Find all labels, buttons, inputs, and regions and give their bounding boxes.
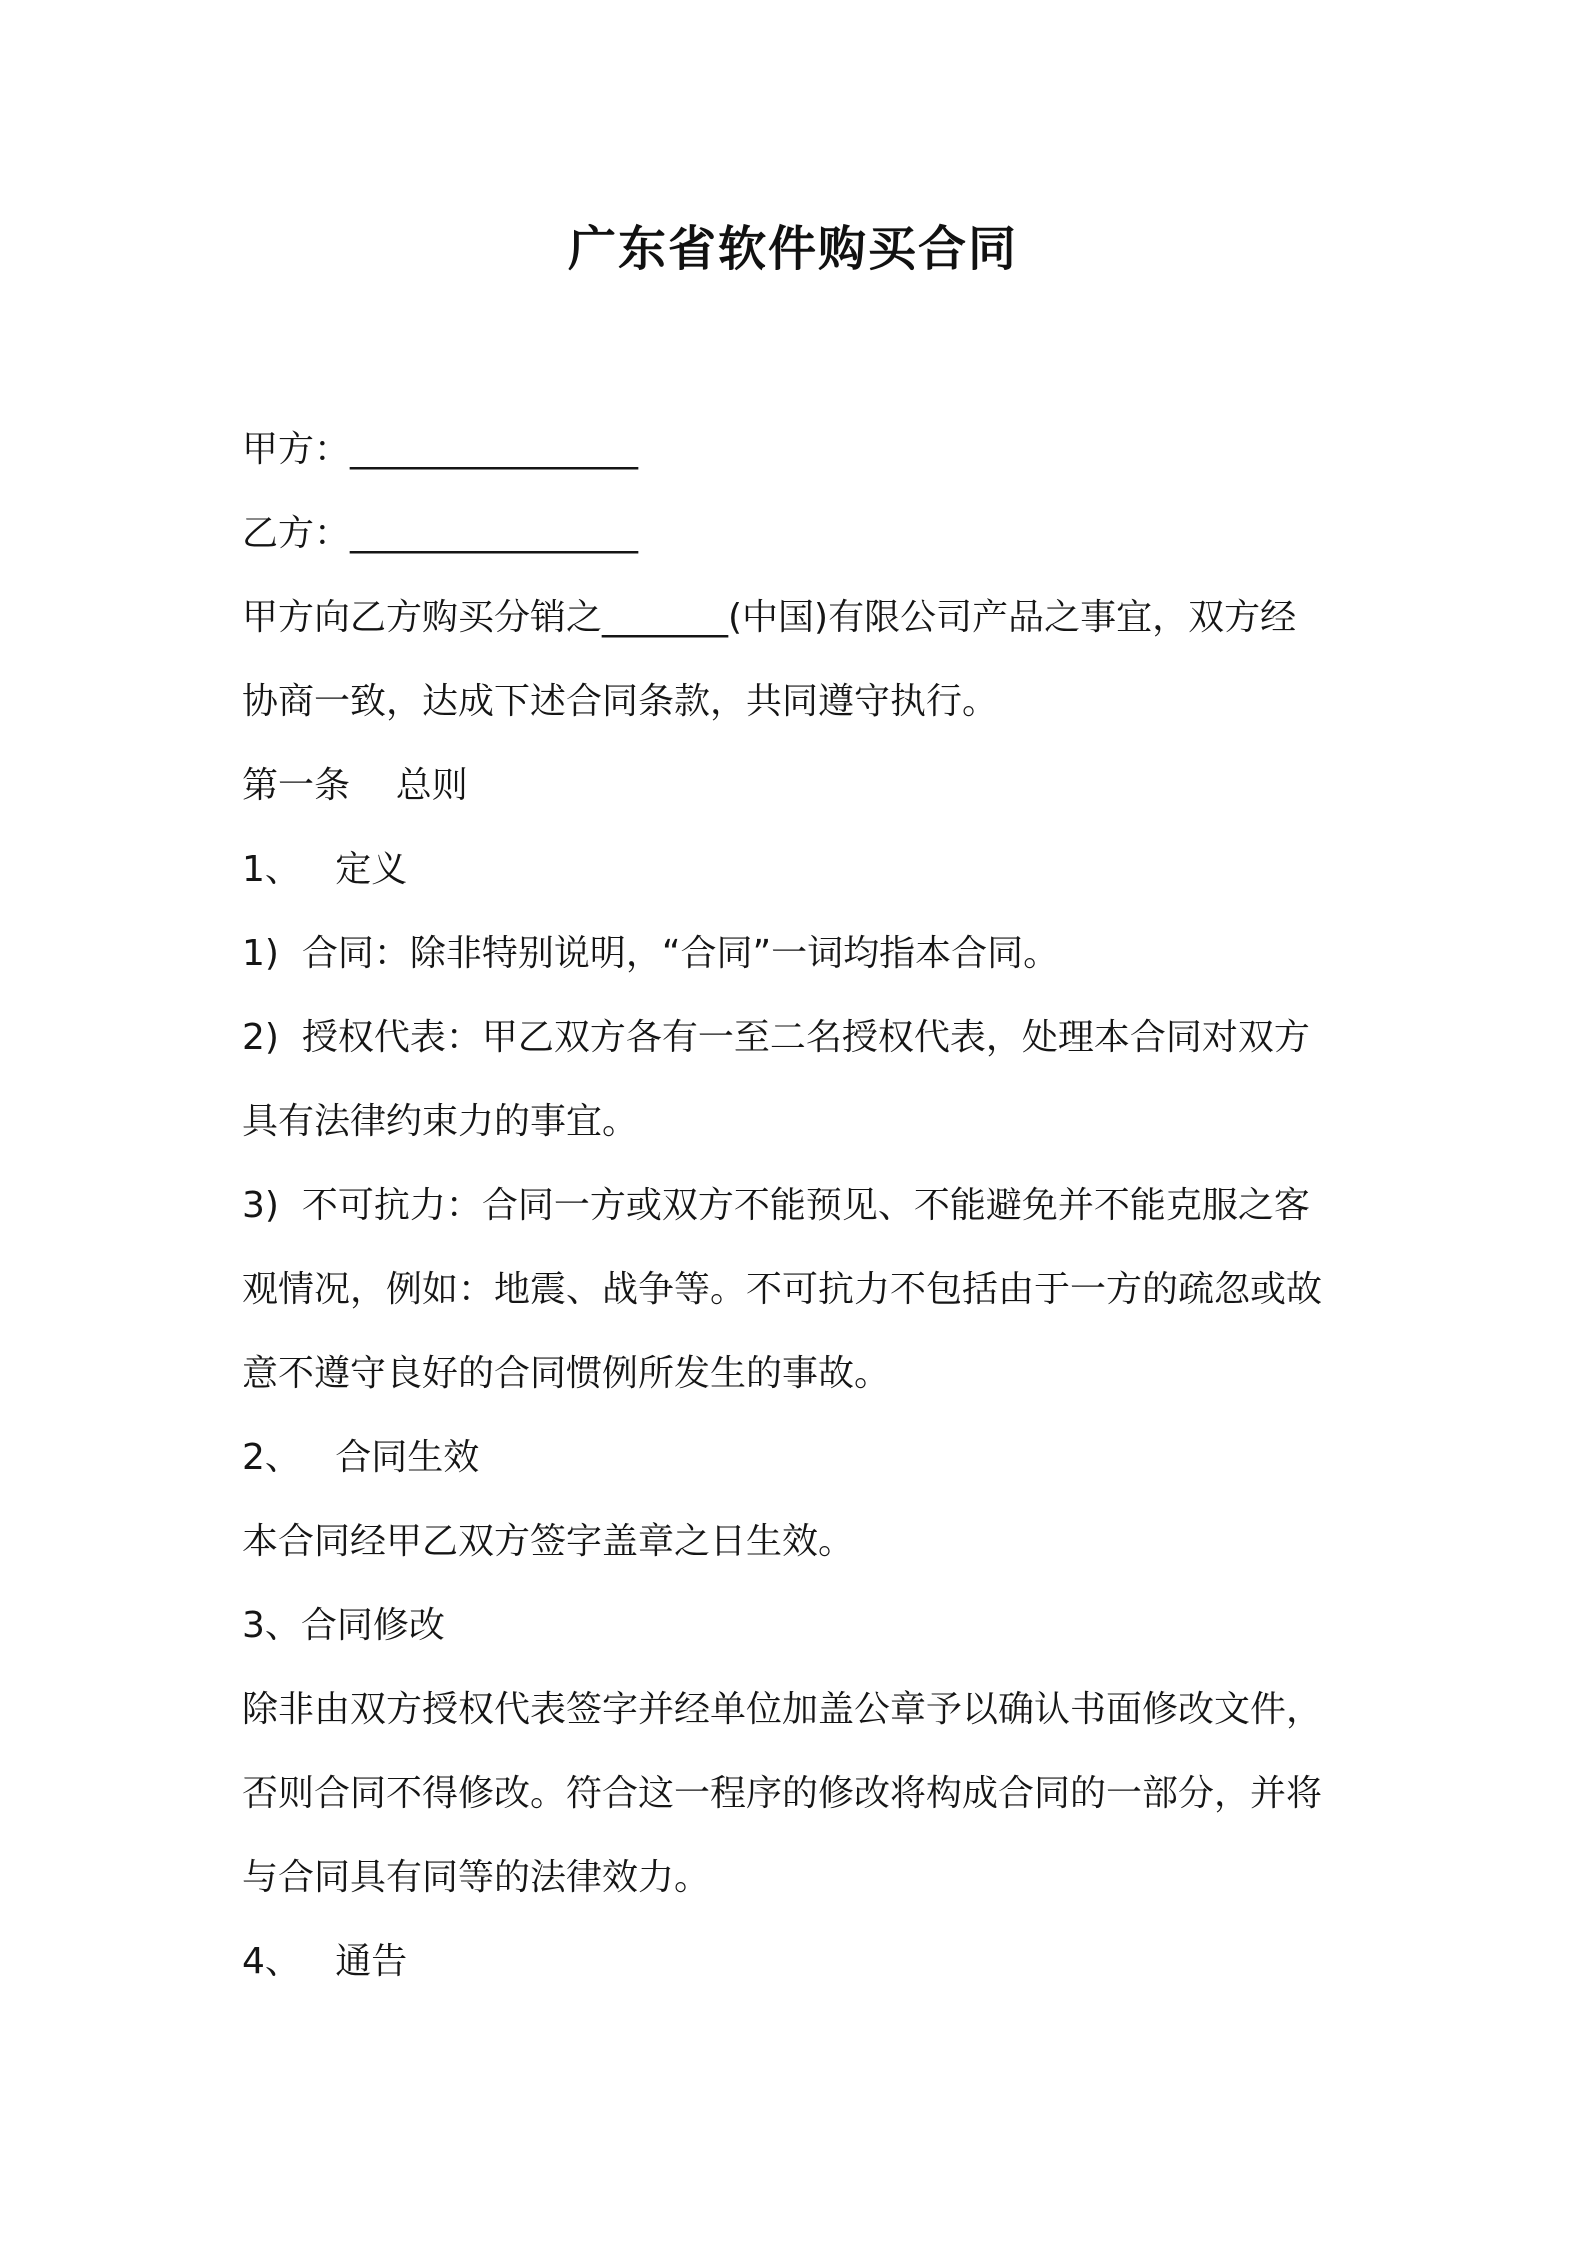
- article-1-heading: 第一条 总则: [242, 765, 468, 806]
- definition-3-line-2: 观情况，例如：地震、战争等。不可抗力不包括由于一方的疏忽或故: [242, 1269, 1323, 1310]
- section-3-text-line-1: 除非由双方授权代表签字并经单位加盖公章予以确认书面修改文件，: [242, 1689, 1323, 1730]
- document-title: 广东省软件购买合同: [567, 221, 1018, 277]
- section-3-text-line-2: 否则合同不得修改。符合这一程序的修改将构成合同的一部分，并将: [242, 1773, 1323, 1814]
- document-body: [242, 408, 1362, 2004]
- definition-3-line-3: 意不遵守良好的合同惯例所发生的事故。: [242, 1353, 891, 1394]
- preamble-line-2: 协商一致，达成下述合同条款，共同遵守执行。: [242, 681, 999, 722]
- section-1-heading: 1、 定义: [242, 849, 408, 890]
- definition-2-line-2: 具有法律约束力的事宜。: [242, 1101, 639, 1142]
- party-b-line: 乙方：________________: [242, 513, 639, 554]
- definition-2-line-1: 2) 授权代表：甲乙双方各有一至二名授权代表，处理本合同对双方: [242, 1017, 1310, 1058]
- section-3-heading: 3、合同修改: [242, 1605, 445, 1646]
- section-2-heading: 2、 合同生效: [242, 1437, 480, 1478]
- preamble-line-1: 甲方向乙方购买分销之_______(中国)有限公司产品之事宜，双方经: [242, 597, 1297, 638]
- section-3-text-line-3: 与合同具有同等的法律效力。: [242, 1857, 711, 1898]
- definition-1: 1) 合同：除非特别说明，“合同”一词均指本合同。: [242, 933, 1060, 974]
- section-2-text: 本合同经甲乙双方签字盖章之日生效。: [242, 1521, 855, 1562]
- definition-3-line-1: 3) 不可抗力：合同一方或双方不能预见、不能避免并不能克服之客: [242, 1185, 1310, 1226]
- party-a-line: 甲方：________________: [242, 429, 639, 470]
- section-4-heading: 4、 通告: [242, 1941, 408, 1982]
